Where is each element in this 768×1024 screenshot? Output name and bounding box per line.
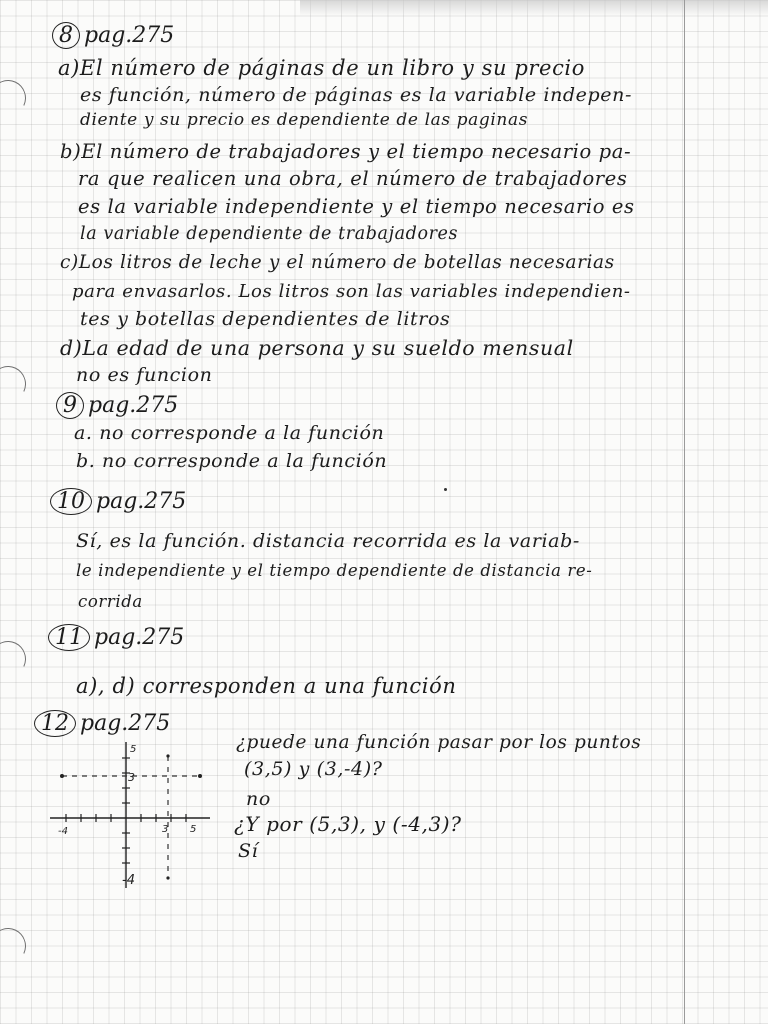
label-x-right: 5 [190,824,197,835]
text-line: b. no corresponde a la función [76,450,388,472]
text-line: para envasarlos. Los litros son las variables independien- [72,281,631,302]
exercise-9-heading [56,392,178,419]
text-line: no es funcion [76,364,213,386]
text-line: a. no corresponde a la función [74,422,385,444]
text-line: ra que realicen una obra, el número de trabajadores [78,167,628,190]
text-line: a), d) corresponden a una función [76,674,457,698]
binder-hole [0,923,31,969]
label-x-three: 3 [162,824,169,835]
answer: Sí [238,840,259,862]
exercise-8-heading [52,22,174,49]
point [166,754,169,757]
top-shadow [300,0,768,16]
point [198,774,202,778]
pen-dot [444,488,447,491]
exercise-10-heading [50,488,186,515]
text-line: Sí, es la función. distancia recorrida es la variab- [76,530,580,552]
exercise-11-heading [48,624,184,651]
text-line: b)El número de trabajadores y el tiempo necesario pa- [60,140,632,163]
binder-hole [0,361,31,407]
binder-hole [0,636,31,682]
page-ref: pag.275 [80,711,171,736]
label-y-mid: 3 [128,771,135,784]
page-ref: pag.275 [84,23,175,48]
exercise-number: 9 [56,392,84,419]
exercise-number: 10 [50,488,92,515]
text-line: tes y botellas dependientes de litros [80,308,451,330]
label-x-left: -4 [58,826,68,837]
text-line: es función, número de páginas es la variable indepen- [80,84,632,106]
text-line: a)El número de páginas de un libro y su precio [58,56,585,80]
text-line: diente y su precio es dependiente de las paginas [80,110,529,130]
text-line: d)La edad de una persona y su sueldo mensual [60,336,574,360]
exercise-number: 12 [34,710,76,737]
margin-line [684,0,685,1024]
answer: no [246,788,271,810]
page-ref: pag.275 [88,393,179,418]
page-ref: pag.275 [94,625,185,650]
page-ref: pag.275 [96,489,187,514]
label-y-top: 5 [130,744,137,755]
text-line: ¿puede una función pasar por los puntos [236,732,642,753]
text-line: corrida [78,592,143,611]
text-line: la variable dependiente de trabajadores [80,224,459,244]
coordinate-sketch [40,738,220,898]
text-line: c)Los litros de leche y el número de botellas necesarias [60,252,615,273]
text-line: le independiente y el tiempo dependiente de distancia re- [76,561,593,580]
text-line: es la variable independiente y el tiempo necesario es [78,195,635,218]
exercise-number: 11 [48,624,90,651]
text-line: ¿Y por (5,3), y (-4,3)? [234,812,462,836]
point [166,876,169,879]
exercise-number: 8 [52,22,80,49]
point [60,774,64,778]
label-y-bottom: -4 [122,873,135,888]
exercise-12-heading [34,710,170,737]
binder-hole [0,75,31,121]
text-line: (3,5) y (3,-4)? [244,758,383,780]
